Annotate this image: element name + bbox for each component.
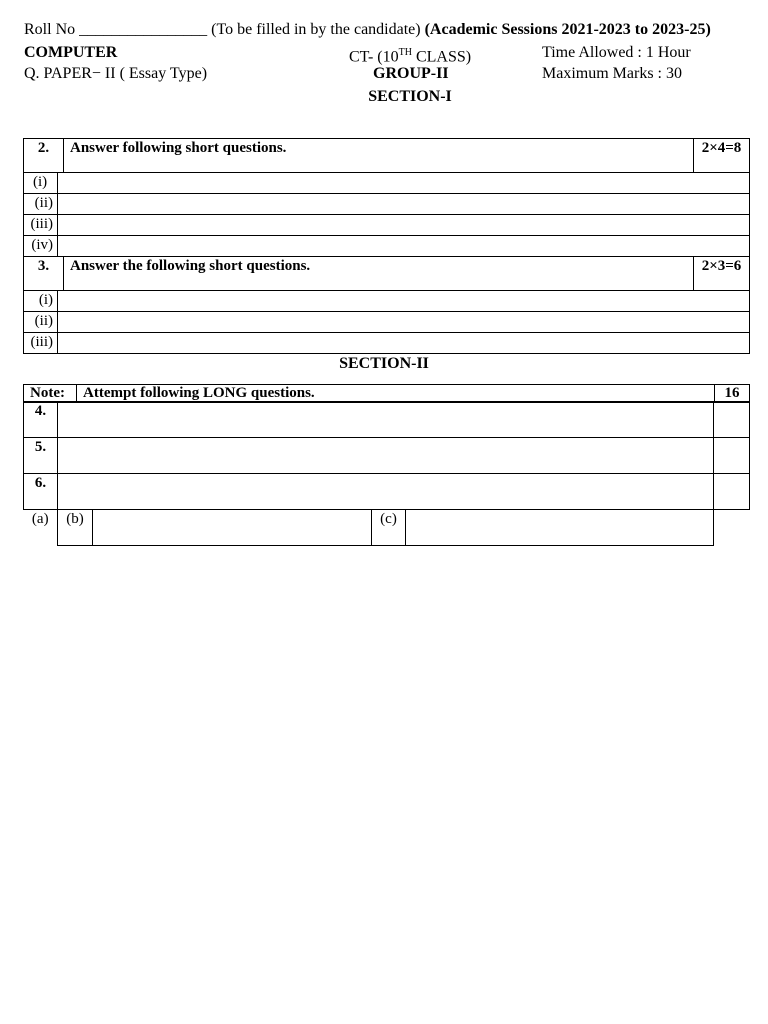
answer-space [58, 291, 750, 312]
subpart-row [24, 236, 750, 257]
subpart-label: (iii) [24, 215, 58, 236]
academic-sessions: (Academic Sessions 2021-2023 to 2023-25) [424, 21, 711, 38]
empty-cell [714, 510, 750, 546]
subpart-row [24, 333, 750, 354]
marks-cell [714, 474, 750, 510]
marks-cell [714, 402, 750, 438]
option-space-c [406, 510, 714, 546]
section-two-title: SECTION-II [339, 355, 429, 372]
question-text: Answer following short questions. [64, 139, 694, 173]
maximum-marks: Maximum Marks : 30 [542, 65, 682, 82]
answer-space [58, 173, 750, 194]
class-label [349, 44, 471, 66]
class-prefix: CT- (10 [349, 48, 399, 66]
subpart-label: (i) [24, 173, 58, 194]
answer-space [58, 402, 714, 438]
roll-no-text: Roll No ________________ (To be filled in by the candidate) [24, 21, 421, 38]
question-marks: 2×4=8 [694, 139, 750, 173]
question-number: 3. [24, 257, 64, 291]
time-allowed: Time Allowed : 1 Hour [542, 44, 691, 61]
subpart-row [24, 215, 750, 236]
answer-space [58, 194, 750, 215]
group-label: GROUP-II [373, 65, 449, 82]
answer-space [58, 474, 714, 510]
question-two-row [24, 139, 750, 173]
note-text: Attempt following LONG questions. [77, 385, 715, 403]
marks-cell [714, 438, 750, 474]
subpart-row [24, 312, 750, 333]
note-label: Note: [24, 385, 77, 403]
options-row [24, 510, 750, 546]
section-one-title: SECTION-I [368, 88, 452, 105]
subpart-label: (ii) [24, 194, 58, 215]
note-row [24, 385, 750, 403]
question-marks: 2×3=6 [694, 257, 750, 291]
answer-space [58, 438, 714, 474]
long-question-row [24, 402, 750, 438]
subpart-row [24, 173, 750, 194]
section-two-marks: 16 [715, 385, 750, 403]
answer-space [58, 312, 750, 333]
answer-space [58, 215, 750, 236]
option-label-c: (c) [372, 510, 406, 546]
question-number: 5. [24, 438, 58, 474]
subject-title: COMPUTER [24, 44, 118, 61]
answer-space [58, 333, 750, 354]
subpart-row [24, 291, 750, 312]
class-suffix: CLASS) [411, 48, 472, 66]
option-space-b [93, 510, 372, 546]
subpart-label: (iii) [24, 333, 58, 354]
question-number: 6. [24, 474, 58, 510]
paper-label: Q. PAPER− II ( Essay Type) [24, 65, 208, 82]
long-questions-table [23, 401, 750, 546]
subpart-row [24, 194, 750, 215]
option-label-b: (b) [58, 510, 93, 546]
subpart-label: (iv) [24, 236, 58, 257]
subpart-label: (ii) [24, 312, 58, 333]
class-superscript: TH [398, 47, 412, 58]
section-one-table [23, 138, 750, 354]
option-label-a: (a) [24, 510, 58, 546]
question-number: 4. [24, 402, 58, 438]
answer-space [58, 236, 750, 257]
long-question-row [24, 474, 750, 510]
roll-no-line [24, 21, 711, 39]
long-question-row [24, 438, 750, 474]
question-text: Answer the following short questions. [64, 257, 694, 291]
subpart-label: (i) [24, 291, 58, 312]
question-number: 2. [24, 139, 64, 173]
question-three-row [24, 257, 750, 291]
